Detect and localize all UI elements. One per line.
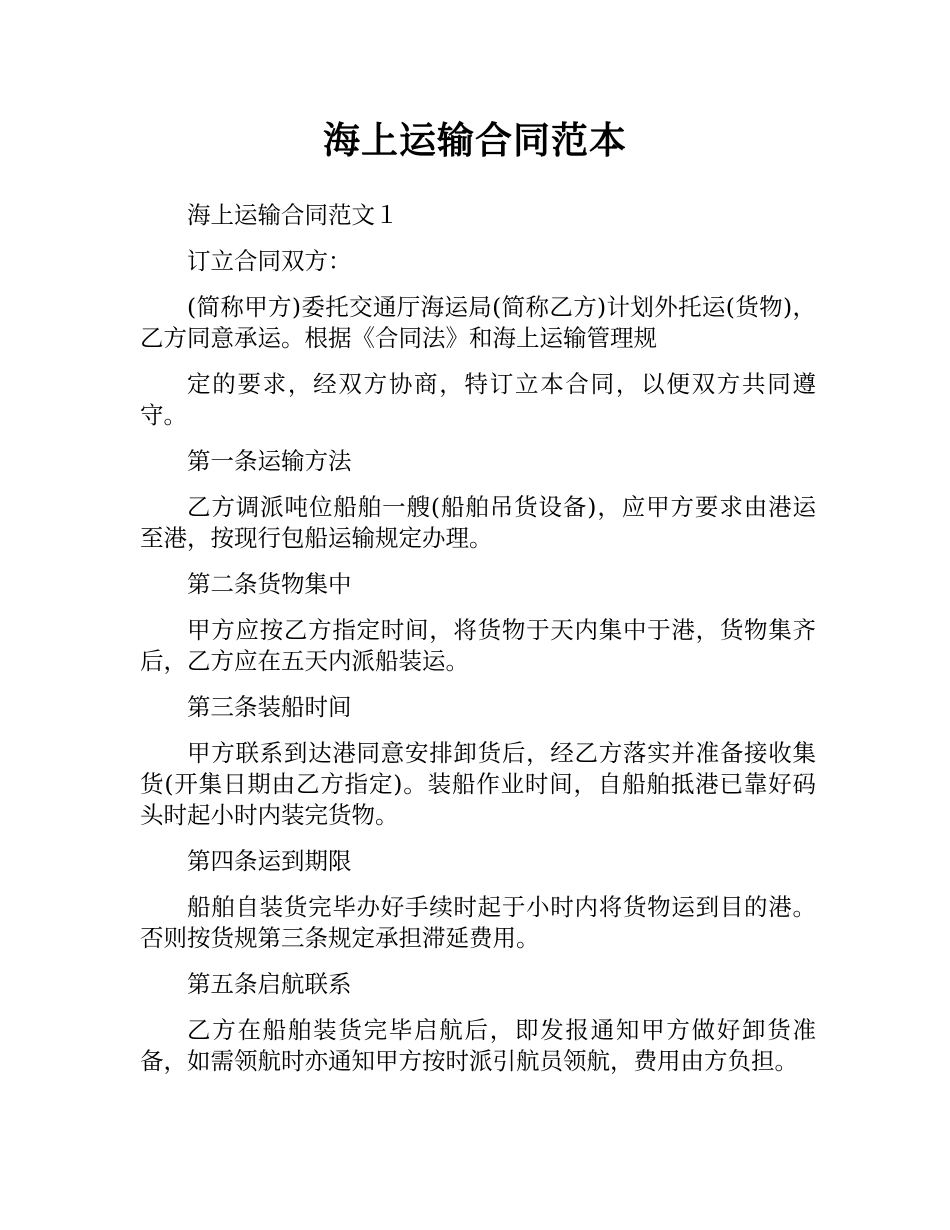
article-1-text: 乙方调派吨位船舶一艘(船舶吊货设备)，应甲方要求由港运至港，按现行包船运输规定办理。 [140,493,816,552]
preamble-paragraph: (简称甲方)委托交通厅海运局(简称乙方)计划外托运(货物)，乙方同意承运。根据《合同法》和海上运输管理规 [140,293,816,352]
preamble-continuation: 定的要求，经双方协商，特订立本合同，以便双方共同遵守。 [140,370,816,429]
article-5-heading: 第五条启航联系 [187,970,352,998]
article-3-heading: 第三条装船时间 [187,693,352,721]
article-5-text: 乙方在船舶装货完毕启航后，即发报通知甲方做好卸货准备，如需领航时亦通知甲方按时派引航员领航，费用由方负担。 [140,1016,816,1075]
parties-label: 订立合同双方： [187,247,352,275]
intro-heading: 海上运输合同范文１ [187,201,399,229]
article-3-text: 甲方联系到达港同意安排卸货后，经乙方落实并准备接收集货(开集日期由乙方指定)。装船作业时间，自船舶抵港已靠好码头时起小时内装完货物。 [140,739,816,829]
article-4-text: 船舶自装货完毕办好手续时起于小时内将货物运到目的港。否则按货规第三条规定承担滞延费用。 [140,893,816,952]
article-1-heading: 第一条运输方法 [187,447,352,475]
document-title: 海上运输合同范本 [323,119,627,162]
article-4-heading: 第四条运到期限 [187,847,352,875]
article-2-heading: 第二条货物集中 [187,570,352,598]
article-2-text: 甲方应按乙方指定时间，将货物于天内集中于港，货物集齐后，乙方应在五天内派船装运。 [140,616,816,675]
document-body [140,200,816,1092]
